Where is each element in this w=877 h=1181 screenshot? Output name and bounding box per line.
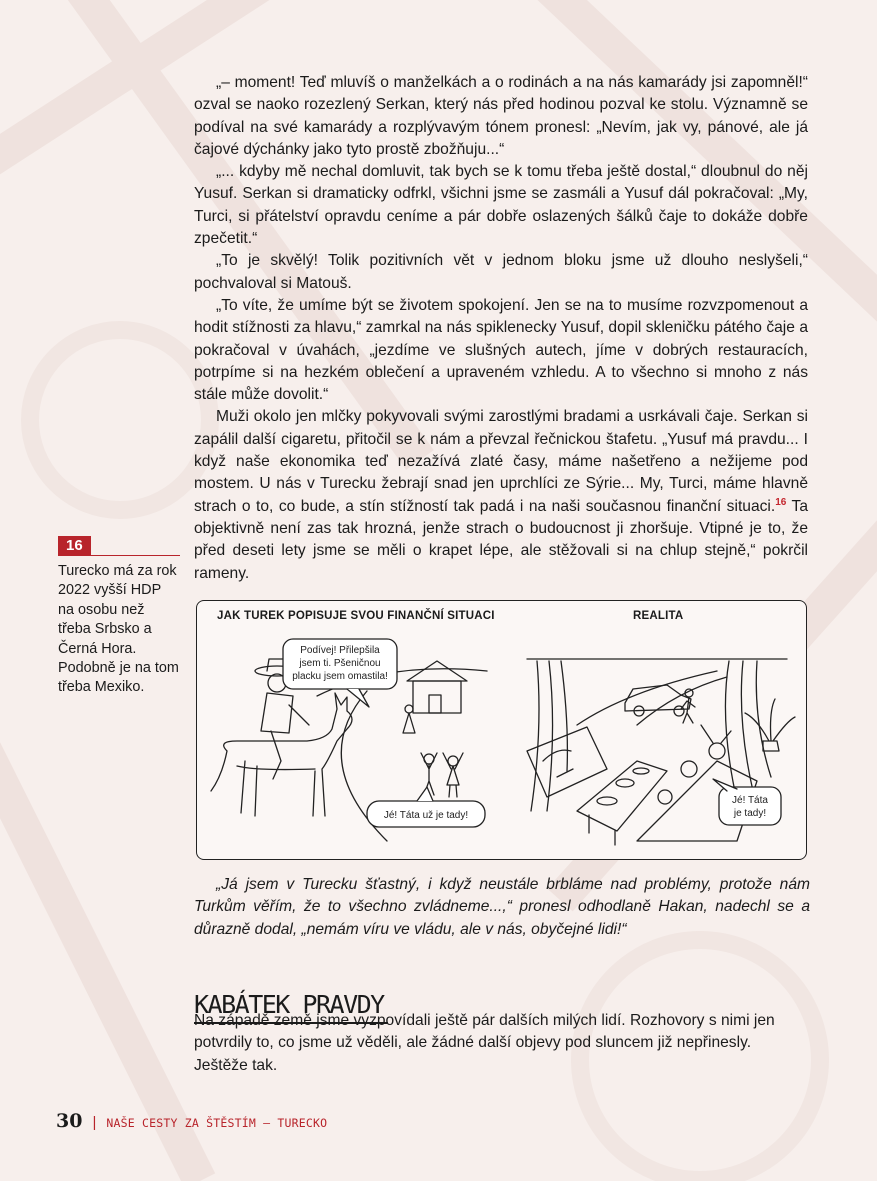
bubble-wife-line-3: placku jsem omastila! <box>292 671 388 682</box>
section-heading: KABÁTEK PRAVDY <box>194 988 388 1024</box>
sidenote-number: 16 <box>58 536 91 556</box>
bubble-kids-text: Jé! Táta už je tady! <box>383 810 469 821</box>
plant-icon <box>745 699 795 751</box>
paragraph: „To víte, že umíme být se životem spokojení. Jen se na to musíme rozvzpomenout a hodit stížnosti za hlavu,“ zamrkal na nás spiklenecky Yusuf, dopil skleničku pátého čaje a pokračoval v úvahách, „jezdíme ve slušných autech, jíme v dobrých restauracích, potrpíme si na hezkém oblečení a upraveném vzhledu. A to všechno si mnoho z nás stále může dovolit.“ <box>194 296 808 404</box>
bubble-family-line-2: je tady! <box>733 808 767 819</box>
car-icon <box>625 685 691 716</box>
footnote-reference[interactable]: 16 <box>775 496 787 508</box>
bubble-wife-line-2: jsem ti. Pšeničnou <box>299 658 381 669</box>
bubble-wife-line-1: Podívej! Přilepšila <box>300 645 380 656</box>
speech-bubble-family <box>719 787 781 825</box>
donkey-icon <box>211 693 352 816</box>
paragraph: „To je skvělý! Tolik pozitivních vět v jednom bloku jsme už dlouho neslyšeli,“ pochvaloval si Matouš. <box>194 252 808 292</box>
figure-left-title: JAK TUREK POPISUJE SVOU FINANČNÍ SITUACI <box>217 610 495 622</box>
page-footer <box>56 1110 327 1132</box>
main-text <box>194 72 808 585</box>
quote: „Já jsem v Turecku šťastný, i když neustále brbláme nad problémy, protože nám Turkům věřím, že to všechno zvládneme...,“ pronesl odhodlaně Hakan, nadechl se a důrazně dodal, „nemám víru ve vládu, ale v nás, obyčejné lidi!“ <box>194 876 810 938</box>
curtain-right-icon <box>725 661 771 801</box>
book-title: NAŠE CESTY ZA ŠTĚSTÍM – TURECKO <box>106 1116 328 1130</box>
bubble-family-line-1: Jé! Táta <box>732 795 768 806</box>
page-number: 30 <box>56 1110 83 1132</box>
curtain-left-icon <box>531 661 567 811</box>
paragraph: „... kdyby mě nechal domluvit, tak bych se k tomu třeba ještě dostal,“ dloubnul do něj Yusuf. Serkan si dramaticky odfrkl, všichni jsme se zasmáli a Yusuf dál pokračoval: „My, Turci, si přátelství opravdu ceníme a pár dobře oslazených šálků čaje to dokáže dobře zpečetit.“ <box>194 163 808 248</box>
window-road-icon <box>577 671 727 725</box>
woman-icon <box>403 705 415 733</box>
paragraph-text: Ta objektivně není zas tak hrozná, jenže strach o budoucnost ji zhoršuje. Vtipné je to, že před deseti lety jsme se měli o krapet lépe, ale stěžovali si na chlup stejně,“ pokrčil rameny. <box>194 497 808 582</box>
paragraph: „– moment! Teď mluvíš o manželkách a o rodinách a na nás kamarády jsi zapomněl!“ ozval se naoko rozezlený Serkan, který nás před hodinou pozval ke stolu. Významně se podíval na své kamarády a rozplývavým tónem pronesl: „Nevím, jak vy, pánové, ale já čajové dýchánky jako tyto prostě zbožňuju...“ <box>194 74 808 158</box>
table-food-icon <box>577 761 667 845</box>
comic-drawing <box>197 601 807 860</box>
paragraph-with-footnote <box>194 406 808 584</box>
sidenote-text: Turecko má za rok 2022 vyšší HDP na osobu než třeba Srbsko a Černá Hora. Podobně je na tom třeba Mexiko. <box>58 563 179 696</box>
paragraph-text: Muži okolo jen mlčky pokyvovali svými zarostlými bradami a usrkávali čaje. Serkan si zapálil další cigaretu, přitočil se k nám a převzal řečnickou štafetu. „Yusuf má pravdu... I když naše ekonomika teď nezažívá zlaté časy, máme našetřeno a nežijeme pod mostem. U nás v Turecku žebrají snad jen uprchlíci ze Sýrie... My, Turci, máme hlavně strach o to, co bude, a stín stížností tak padá i na naši současnou finanční situaci. <box>194 408 808 515</box>
comic-figure <box>196 600 807 860</box>
figure-right-title: REALITA <box>633 610 684 622</box>
section-text: Na západě země jsme vyzpovídali ještě pár dalších milých lidí. Rozhovory s nimi jen potvrdily to, co jsme už věděli, ale žádné další objevy pod sluncem již nepřinesly. Ještěže tak. <box>194 1012 775 1074</box>
sidenote <box>58 536 180 698</box>
footer-separator: | <box>92 1114 97 1131</box>
